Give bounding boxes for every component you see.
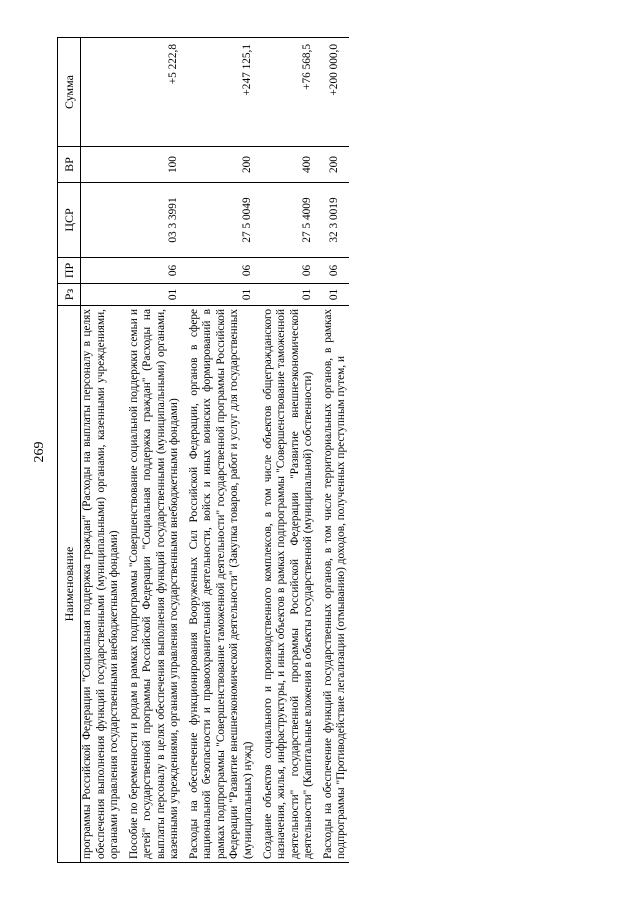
row-rz: 01	[262, 284, 322, 306]
row-vr: 100	[128, 147, 188, 183]
header-csr: ЦСР	[58, 183, 81, 258]
header-rz: Рз	[58, 284, 81, 306]
header-sum: Сумма	[58, 38, 81, 147]
table-row	[188, 38, 262, 863]
row-rz: 01	[128, 284, 188, 306]
row-csr	[81, 183, 128, 258]
row-vr: 200	[188, 147, 262, 183]
row-sum: +76 568,5	[262, 38, 322, 147]
row-sum: +247 125,1	[188, 38, 262, 147]
table-row	[262, 38, 322, 863]
row-pr: 06	[262, 258, 322, 284]
row-rz	[81, 284, 128, 306]
row-csr: 27 5 0049	[188, 183, 262, 258]
header-name: Наименование	[58, 306, 81, 863]
table-header-row	[58, 38, 81, 863]
budget-table	[57, 37, 349, 863]
row-pr: 06	[188, 258, 262, 284]
row-vr: 200	[322, 147, 349, 183]
row-name: Создание объектов социального и производственного комплексов, в том числе объектов общегражданского назначения, жилья, инфраструктуры, и иных объектов в рамках подпрограммы "Совершенствование таможенной деятельности" государственной программы Российской Федерации "Развитие внешнеэкономической деятельности" (Капитальные вложения в объекты государственной (муниципальной) собственности)	[262, 306, 322, 863]
header-pr: ПР	[58, 258, 81, 284]
row-sum	[81, 38, 128, 147]
row-rz: 01	[188, 284, 262, 306]
row-name: Пособие по беременности и родам в рамках подпрограммы "Совершенствование социальной поддержки семьи и детей" государственной программы Российской Федерации "Социальная поддержка граждан" (Расходы на выплаты персоналу в целях обеспечения выполнения функций государственными (муниципальными) органами, казенными учреждениями, органами управления государственными внебюджетными фондами)	[128, 306, 188, 863]
row-name: программы Российской Федерации "Социальная поддержка граждан" (Расходы на выплаты персоналу в целях обеспечения выполнения функций государственными (муниципальными) органами, казенными учреждениями, органами управления государственными внебюджетными фондами)	[81, 306, 128, 863]
row-pr: 06	[128, 258, 188, 284]
row-name: Расходы на обеспечение функций государственных органов, в том числе территориальных органов, в рамках подпрограммы "Противодействие легализации (отмыванию) доходов, полученных преступным путем, и	[322, 306, 349, 863]
table-row	[128, 38, 188, 863]
row-vr: 400	[262, 147, 322, 183]
table-row	[81, 38, 128, 863]
row-csr: 27 5 4009	[262, 183, 322, 258]
page-number: 269	[32, 441, 47, 463]
row-sum: +5 222,8	[128, 38, 188, 147]
row-csr: 03 3 3991	[128, 183, 188, 258]
row-rz: 01	[322, 284, 349, 306]
row-sum: +200 000,0	[322, 38, 349, 147]
table-row	[322, 38, 349, 863]
row-vr	[81, 147, 128, 183]
row-name: Расходы на обеспечение функционирования Вооруженных Сил Российской Федерации, органов в сфере национальной безопасности и правоохранительной деятельности, войск и иных воинских формирований в рамках подпрограммы "Совершенствование таможенной деятельности" государственной программы Российской Федерации "Развитие внешнеэкономической деятельности" (Закупка товаров, работ и услуг для государственных (муниципальных) нужд)	[188, 306, 262, 863]
row-csr: 32 3 0019	[322, 183, 349, 258]
row-pr: 06	[322, 258, 349, 284]
header-vr: ВР	[58, 147, 81, 183]
row-pr	[81, 258, 128, 284]
